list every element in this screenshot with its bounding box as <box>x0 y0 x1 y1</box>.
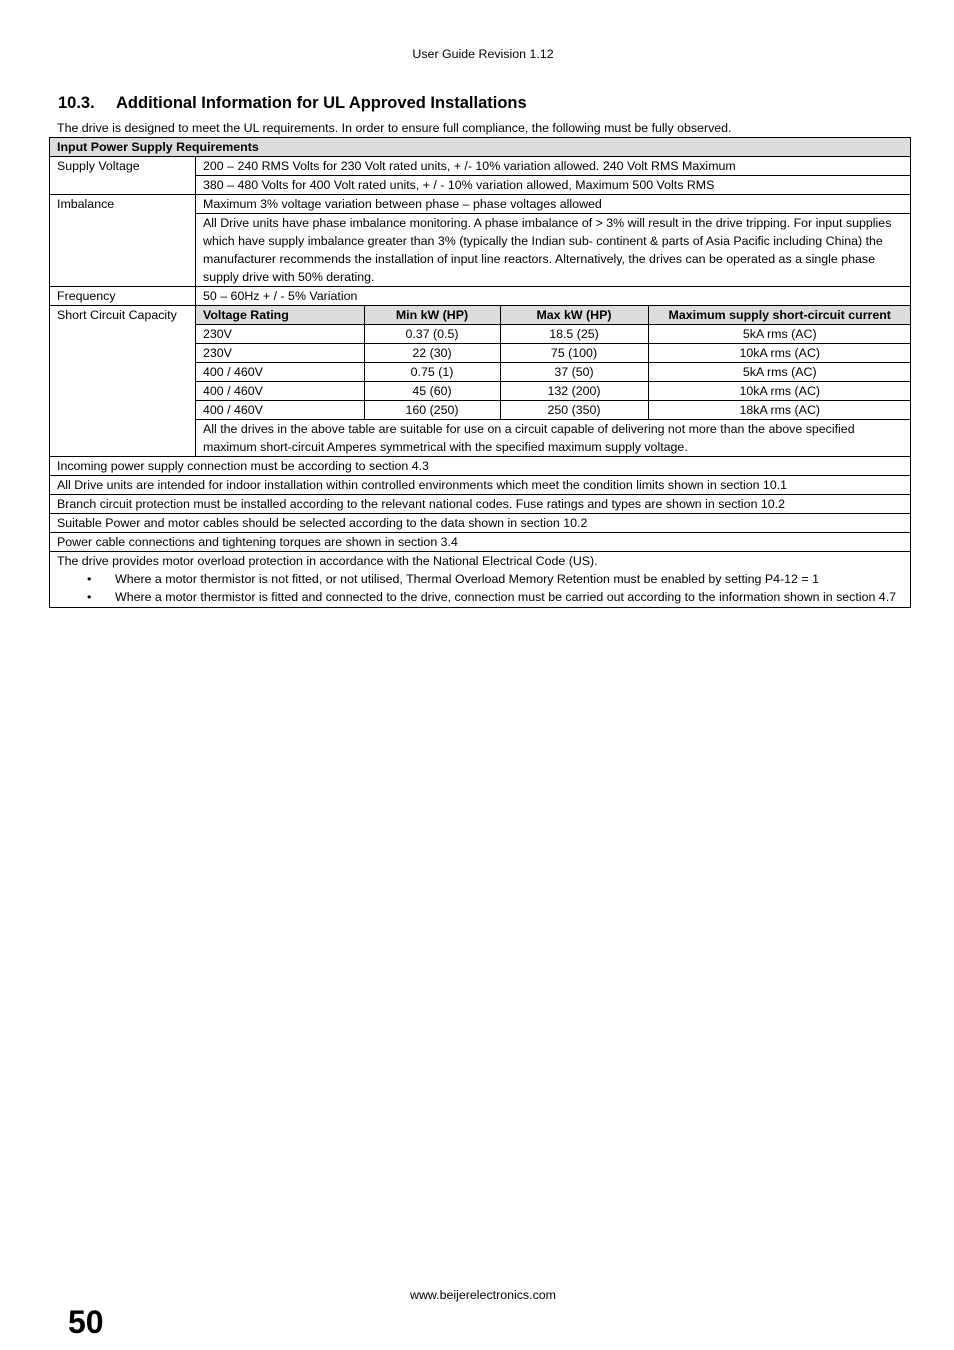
short-circuit-current: 10kA rms (AC) <box>648 344 911 363</box>
max-kw: 132 (200) <box>500 382 648 401</box>
max-kw: 37 (50) <box>500 363 648 382</box>
frequency-value: 50 – 60Hz + / - 5% Variation <box>196 287 911 306</box>
note-indoor-installation: All Drive units are intended for indoor installation within controlled environments which meet the condition limits shown in section 10.1 <box>50 476 911 495</box>
col-max-kw: Max kW (HP) <box>500 306 648 325</box>
section-number: 10.3. <box>58 94 95 112</box>
footer-url: www.beijerelectronics.com <box>410 1288 556 1302</box>
supply-voltage-label: Supply Voltage <box>50 157 196 195</box>
min-kw: 45 (60) <box>364 382 500 401</box>
section-intro: The drive is designed to meet the UL requirements. In order to ensure full compliance, the following must be fully observed. <box>57 121 732 135</box>
note-branch-circuit-protection: Branch circuit protection must be installed according to the relevant national codes. Fuse ratings and types are shown in section 10.2 <box>50 495 911 514</box>
page-header: User Guide Revision 1.12 <box>412 47 554 61</box>
list-item <box>57 588 903 606</box>
voltage-rating: 400 / 460V <box>196 363 364 382</box>
section-title-text: Additional Information for UL Approved Installations <box>116 94 527 112</box>
short-circuit-note: All the drives in the above table are suitable for use on a circuit capable of delivering not more than the above specified maximum short-circuit Amperes symmetrical with the specified maximum supply voltage. <box>196 420 911 457</box>
table-row <box>196 401 911 420</box>
table-row <box>196 344 911 363</box>
short-circuit-current: 18kA rms (AC) <box>648 401 911 420</box>
imbalance-label: Imbalance <box>50 195 196 287</box>
list-item <box>57 570 903 588</box>
supply-voltage-230: 200 – 240 RMS Volts for 230 Volt rated units, + /- 10% variation allowed. 240 Volt RMS Maximum <box>196 157 911 176</box>
min-kw: 0.37 (0.5) <box>364 325 500 344</box>
frequency-label: Frequency <box>50 287 196 306</box>
table-header: Input Power Supply Requirements <box>50 138 911 157</box>
imbalance-monitoring: All Drive units have phase imbalance monitoring. A phase imbalance of > 3% will result in the drive tripping. For input supplies which have supply imbalance greater than 3% (typically the Indian sub- continent & parts of Asia Pacific including China) the manufacturer recommends the installation of input line reactors. Alternatively, the drives can be operated as a single phase supply drive with 50% derating. <box>196 214 911 287</box>
bullet-icon: • <box>87 572 92 586</box>
note-power-supply-connection: Incoming power supply connection must be according to section 4.3 <box>50 457 911 476</box>
col-min-kw: Min kW (HP) <box>364 306 500 325</box>
overload-protection-cell <box>50 552 911 608</box>
ul-requirements-table <box>49 137 911 608</box>
bullet-text: Where a motor thermistor is fitted and connected to the drive, connection must be carried out according to the information shown in section 4.7 <box>115 590 897 604</box>
voltage-rating: 230V <box>196 344 364 363</box>
bullet-icon: • <box>87 590 92 604</box>
section-title <box>58 92 527 114</box>
max-kw: 250 (350) <box>500 401 648 420</box>
table-row <box>196 382 911 401</box>
short-circuit-current: 10kA rms (AC) <box>648 382 911 401</box>
note-cable-selection: Suitable Power and motor cables should be selected according to the data shown in section 10.2 <box>50 514 911 533</box>
bullet-text: Where a motor thermistor is not fitted, or not utilised, Thermal Overload Memory Retention must be enabled by setting P4-12 = 1 <box>115 572 819 586</box>
page-number: 50 <box>68 1304 104 1340</box>
short-circuit-cell <box>196 306 911 457</box>
short-circuit-table <box>196 306 911 456</box>
max-kw: 18.5 (25) <box>500 325 648 344</box>
supply-voltage-400: 380 – 480 Volts for 400 Volt rated units, + / - 10% variation allowed, Maximum 500 Volts RMS <box>196 176 911 195</box>
overload-protection-text: The drive provides motor overload protection in accordance with the National Electrical Code (US). <box>57 554 598 568</box>
short-circuit-current: 5kA rms (AC) <box>648 363 911 382</box>
short-circuit-current: 5kA rms (AC) <box>648 325 911 344</box>
imbalance-limit: Maximum 3% voltage variation between phase – phase voltages allowed <box>196 195 911 214</box>
voltage-rating: 400 / 460V <box>196 382 364 401</box>
max-kw: 75 (100) <box>500 344 648 363</box>
min-kw: 22 (30) <box>364 344 500 363</box>
min-kw: 160 (250) <box>364 401 500 420</box>
voltage-rating: 400 / 460V <box>196 401 364 420</box>
note-cable-torques: Power cable connections and tightening torques are shown in section 3.4 <box>50 533 911 552</box>
min-kw: 0.75 (1) <box>364 363 500 382</box>
col-max-short-circuit: Maximum supply short-circuit current <box>648 306 911 325</box>
overload-bullet-list <box>57 570 903 606</box>
short-circuit-label: Short Circuit Capacity <box>50 306 196 457</box>
col-voltage-rating: Voltage Rating <box>196 306 364 325</box>
voltage-rating: 230V <box>196 325 364 344</box>
table-row <box>196 325 911 344</box>
table-row <box>196 363 911 382</box>
